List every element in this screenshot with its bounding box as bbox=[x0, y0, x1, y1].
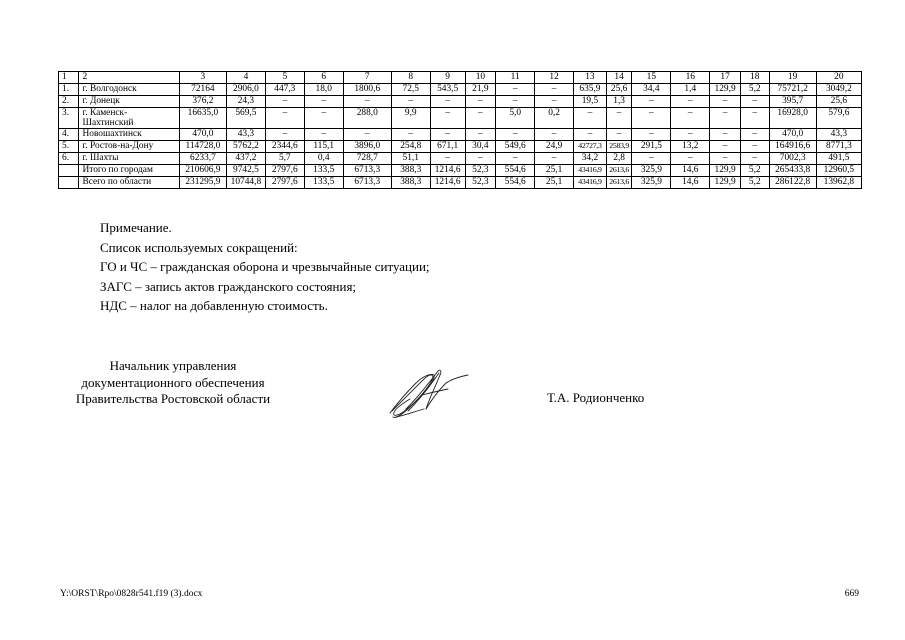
note-line: ЗАГС – запись актов гражданского состояния; bbox=[100, 278, 357, 294]
table-cell: 8771,3 bbox=[816, 141, 861, 153]
table-cell: 0,4 bbox=[304, 153, 343, 165]
table-row bbox=[59, 177, 862, 189]
table-cell: – bbox=[304, 108, 343, 129]
table-cell: 2344,6 bbox=[265, 141, 304, 153]
table-cell: 7002,3 bbox=[769, 153, 816, 165]
table-cell: 288,0 bbox=[343, 108, 391, 129]
table-cell: г. Шахты bbox=[79, 153, 179, 165]
table-cell: 21,9 bbox=[465, 84, 496, 96]
table-cell: – bbox=[671, 153, 710, 165]
table-cell: 1800,6 bbox=[343, 84, 391, 96]
table-cell: 25,6 bbox=[816, 96, 861, 108]
table-cell: 18,0 bbox=[304, 84, 343, 96]
table-cell: 376,2 bbox=[179, 96, 226, 108]
table-cell: 129,9 bbox=[710, 84, 741, 96]
table-cell: 16 bbox=[671, 72, 710, 84]
table-cell: 72,5 bbox=[391, 84, 430, 96]
table-cell: 2583,9 bbox=[606, 141, 632, 153]
table-cell: – bbox=[391, 96, 430, 108]
table-cell: 569,5 bbox=[226, 108, 265, 129]
table-cell: 6233,7 bbox=[179, 153, 226, 165]
table-cell: 164916,6 bbox=[769, 141, 816, 153]
table-row bbox=[59, 108, 862, 129]
table-cell: 24,3 bbox=[226, 96, 265, 108]
note-title: Примечание. bbox=[100, 220, 172, 235]
table-cell: 11 bbox=[496, 72, 535, 84]
table-cell: – bbox=[710, 141, 741, 153]
table-cell: 133,5 bbox=[304, 177, 343, 189]
table-cell: 30,4 bbox=[465, 141, 496, 153]
table-cell: 10744,8 bbox=[226, 177, 265, 189]
table-cell: 2797,6 bbox=[265, 177, 304, 189]
table-cell: 5,2 bbox=[740, 84, 769, 96]
table-row bbox=[59, 84, 862, 96]
handwritten-signature bbox=[386, 365, 471, 423]
table-cell: 9 bbox=[430, 72, 465, 84]
table-cell: 5,2 bbox=[740, 165, 769, 177]
note-line: ГО и ЧС – гражданская оборона и чрезвычайные ситуации; bbox=[100, 259, 430, 274]
table-cell: 7 bbox=[343, 72, 391, 84]
table-cell: 4 bbox=[226, 72, 265, 84]
table-cell: 491,5 bbox=[816, 153, 861, 165]
table-cell: 52,3 bbox=[465, 177, 496, 189]
table-cell: 14,6 bbox=[671, 165, 710, 177]
table-cell: – bbox=[740, 153, 769, 165]
table-cell: 43416,9 bbox=[574, 165, 607, 177]
table-cell: 554,6 bbox=[496, 177, 535, 189]
table-cell: – bbox=[535, 84, 574, 96]
table-body bbox=[59, 72, 862, 189]
note-line: Список используемых сокращений: bbox=[100, 239, 298, 255]
table-cell: 579,6 bbox=[816, 108, 861, 129]
table-cell: 5,0 bbox=[496, 108, 535, 129]
table-cell: 43,3 bbox=[816, 129, 861, 141]
table-cell: 6 bbox=[304, 72, 343, 84]
table-cell: 14 bbox=[606, 72, 632, 84]
table-cell: 25,1 bbox=[535, 165, 574, 177]
table-cell: 52,3 bbox=[465, 165, 496, 177]
table-cell: – bbox=[710, 108, 741, 129]
table-cell: 25,1 bbox=[535, 177, 574, 189]
table-cell: 10 bbox=[465, 72, 496, 84]
table-cell: 671,1 bbox=[430, 141, 465, 153]
table-cell: 19 bbox=[769, 72, 816, 84]
budget-table bbox=[58, 71, 862, 189]
table-cell: – bbox=[496, 96, 535, 108]
table-cell: 25,6 bbox=[606, 84, 632, 96]
table-cell: 13962,8 bbox=[816, 177, 861, 189]
table-cell: – bbox=[465, 96, 496, 108]
table-cell: 210606,9 bbox=[179, 165, 226, 177]
table-cell: 5 bbox=[265, 72, 304, 84]
table-cell: 4. bbox=[59, 129, 79, 141]
page-number: 669 bbox=[844, 589, 859, 599]
position-line: документационного обеспечения bbox=[81, 374, 265, 390]
table-cell: 265433,8 bbox=[769, 165, 816, 177]
table-cell: 5. bbox=[59, 141, 79, 153]
table-cell: – bbox=[304, 96, 343, 108]
table-cell: 388,3 bbox=[391, 177, 430, 189]
table-cell: 114728,0 bbox=[179, 141, 226, 153]
note-line: НДС – налог на добавленную стоимость. bbox=[100, 298, 328, 313]
table-cell: 3049,2 bbox=[816, 84, 861, 96]
table-header-row bbox=[59, 72, 862, 84]
table-cell: – bbox=[535, 129, 574, 141]
table-cell: 470,0 bbox=[179, 129, 226, 141]
table-cell: 5,7 bbox=[265, 153, 304, 165]
table-cell: г. Ростов-на-Дону bbox=[79, 141, 179, 153]
table-cell: 231295,9 bbox=[179, 177, 226, 189]
position-line: Начальник управления bbox=[109, 358, 237, 373]
table-cell: – bbox=[740, 129, 769, 141]
table-row bbox=[59, 96, 862, 108]
table-cell: 43416,9 bbox=[574, 177, 607, 189]
table-cell: 395,7 bbox=[769, 96, 816, 108]
table-cell: 12960,5 bbox=[816, 165, 861, 177]
table-cell: – bbox=[465, 153, 496, 165]
signatory-position bbox=[58, 358, 288, 408]
table-cell: 549,6 bbox=[496, 141, 535, 153]
table-cell: 133,5 bbox=[304, 165, 343, 177]
table-cell: 5,2 bbox=[740, 177, 769, 189]
table-cell: – bbox=[671, 96, 710, 108]
table-cell: 16635,0 bbox=[179, 108, 226, 129]
position-line: Правительства Ростовской области bbox=[75, 391, 271, 406]
table-cell: – bbox=[671, 108, 710, 129]
table-cell: г. Донецк bbox=[79, 96, 179, 108]
table-cell: 20 bbox=[816, 72, 861, 84]
table-cell: – bbox=[265, 96, 304, 108]
table-cell: – bbox=[343, 96, 391, 108]
table-cell: 1214,6 bbox=[430, 165, 465, 177]
table-cell: 14,6 bbox=[671, 177, 710, 189]
table-cell: 2906,0 bbox=[226, 84, 265, 96]
table-cell: 437,2 bbox=[226, 153, 265, 165]
table-cell: 34,4 bbox=[632, 84, 671, 96]
table-cell: 9742,5 bbox=[226, 165, 265, 177]
note-block bbox=[100, 218, 430, 316]
table-cell: 2613,6 bbox=[606, 177, 632, 189]
table-cell: – bbox=[632, 153, 671, 165]
table-cell: 325,9 bbox=[632, 177, 671, 189]
table-cell: – bbox=[465, 129, 496, 141]
table-cell: 6713,3 bbox=[343, 177, 391, 189]
table-cell: – bbox=[430, 153, 465, 165]
table-cell: 543,5 bbox=[430, 84, 465, 96]
table-cell: – bbox=[740, 96, 769, 108]
table-cell: – bbox=[343, 129, 391, 141]
table-cell: – bbox=[535, 153, 574, 165]
table-cell: – bbox=[606, 108, 632, 129]
table-cell: – bbox=[265, 129, 304, 141]
table-cell: 43,3 bbox=[226, 129, 265, 141]
table-cell: 3896,0 bbox=[343, 141, 391, 153]
table-cell: 13,2 bbox=[671, 141, 710, 153]
table-cell: – bbox=[632, 96, 671, 108]
table-cell: 42727,3 bbox=[574, 141, 607, 153]
table-cell bbox=[59, 165, 79, 177]
table-cell: 1214,6 bbox=[430, 177, 465, 189]
table-cell: 447,3 bbox=[265, 84, 304, 96]
table-cell: 24,9 bbox=[535, 141, 574, 153]
table-cell: 325,9 bbox=[632, 165, 671, 177]
table-cell: 6. bbox=[59, 153, 79, 165]
table-cell: г. Каменск-Шахтинский bbox=[79, 108, 179, 129]
table-cell: 19,5 bbox=[574, 96, 607, 108]
table-cell: 15 bbox=[632, 72, 671, 84]
table-cell: г. Волгодонск bbox=[79, 84, 179, 96]
table-cell: 5762,2 bbox=[226, 141, 265, 153]
table-cell: 728,7 bbox=[343, 153, 391, 165]
table-cell: 9,9 bbox=[391, 108, 430, 129]
table-cell: – bbox=[304, 129, 343, 141]
footer-file-path: Y:\ORST\Rpo\0828r541.f19 (3).docx bbox=[60, 589, 203, 599]
table-cell: – bbox=[430, 108, 465, 129]
table-cell: 291,5 bbox=[632, 141, 671, 153]
table-cell: 34,2 bbox=[574, 153, 607, 165]
table-cell: – bbox=[496, 129, 535, 141]
table-cell: 1. bbox=[59, 84, 79, 96]
table-cell: 51,1 bbox=[391, 153, 430, 165]
table-cell: 16928,0 bbox=[769, 108, 816, 129]
table-cell: 2613,6 bbox=[606, 165, 632, 177]
table-cell: 3. bbox=[59, 108, 79, 129]
table-cell: – bbox=[496, 84, 535, 96]
table-cell: – bbox=[496, 153, 535, 165]
table-cell: 2797,6 bbox=[265, 165, 304, 177]
table-cell: 2 bbox=[79, 72, 179, 84]
table-cell: 0,2 bbox=[535, 108, 574, 129]
table-cell: 115,1 bbox=[304, 141, 343, 153]
table-cell: – bbox=[671, 129, 710, 141]
table-cell: – bbox=[710, 96, 741, 108]
table-cell: 1,3 bbox=[606, 96, 632, 108]
table-cell: 470,0 bbox=[769, 129, 816, 141]
table-cell: 17 bbox=[710, 72, 741, 84]
table-cell: – bbox=[265, 108, 304, 129]
table-cell: 6713,3 bbox=[343, 165, 391, 177]
table-cell: 2,8 bbox=[606, 153, 632, 165]
table-row bbox=[59, 165, 862, 177]
table-cell: Итого по городам bbox=[79, 165, 179, 177]
table-cell: 12 bbox=[535, 72, 574, 84]
table-cell: – bbox=[632, 129, 671, 141]
table-cell: – bbox=[391, 129, 430, 141]
table-cell: 1,4 bbox=[671, 84, 710, 96]
table-cell: – bbox=[535, 96, 574, 108]
table-cell: 1 bbox=[59, 72, 79, 84]
table-cell: 3 bbox=[179, 72, 226, 84]
table-cell: – bbox=[710, 129, 741, 141]
signatory-name: Т.А. Родионченко bbox=[547, 390, 645, 405]
table-cell: – bbox=[574, 108, 607, 129]
table-cell: 13 bbox=[574, 72, 607, 84]
table-cell: 18 bbox=[740, 72, 769, 84]
table-cell: – bbox=[740, 108, 769, 129]
table-cell: 75721,2 bbox=[769, 84, 816, 96]
table-cell: 286122,8 bbox=[769, 177, 816, 189]
table-cell: 254,8 bbox=[391, 141, 430, 153]
table-cell: 554,6 bbox=[496, 165, 535, 177]
table-cell: – bbox=[710, 153, 741, 165]
table-cell: 635,9 bbox=[574, 84, 607, 96]
table-cell: Новошахтинск bbox=[79, 129, 179, 141]
table-cell: – bbox=[430, 96, 465, 108]
table-cell: 2. bbox=[59, 96, 79, 108]
table-cell: 8 bbox=[391, 72, 430, 84]
table-row bbox=[59, 129, 862, 141]
table-cell: 388,3 bbox=[391, 165, 430, 177]
table-cell: 129,9 bbox=[710, 165, 741, 177]
table-cell: – bbox=[632, 108, 671, 129]
table-row bbox=[59, 141, 862, 153]
table-cell: 129,9 bbox=[710, 177, 741, 189]
table-cell: – bbox=[430, 129, 465, 141]
table-cell: – bbox=[606, 129, 632, 141]
table-cell: Всего по области bbox=[79, 177, 179, 189]
table-cell: – bbox=[465, 108, 496, 129]
table-cell bbox=[59, 177, 79, 189]
table-cell: 72164 bbox=[179, 84, 226, 96]
table-row bbox=[59, 153, 862, 165]
table-cell: – bbox=[574, 129, 607, 141]
table-cell: – bbox=[740, 141, 769, 153]
